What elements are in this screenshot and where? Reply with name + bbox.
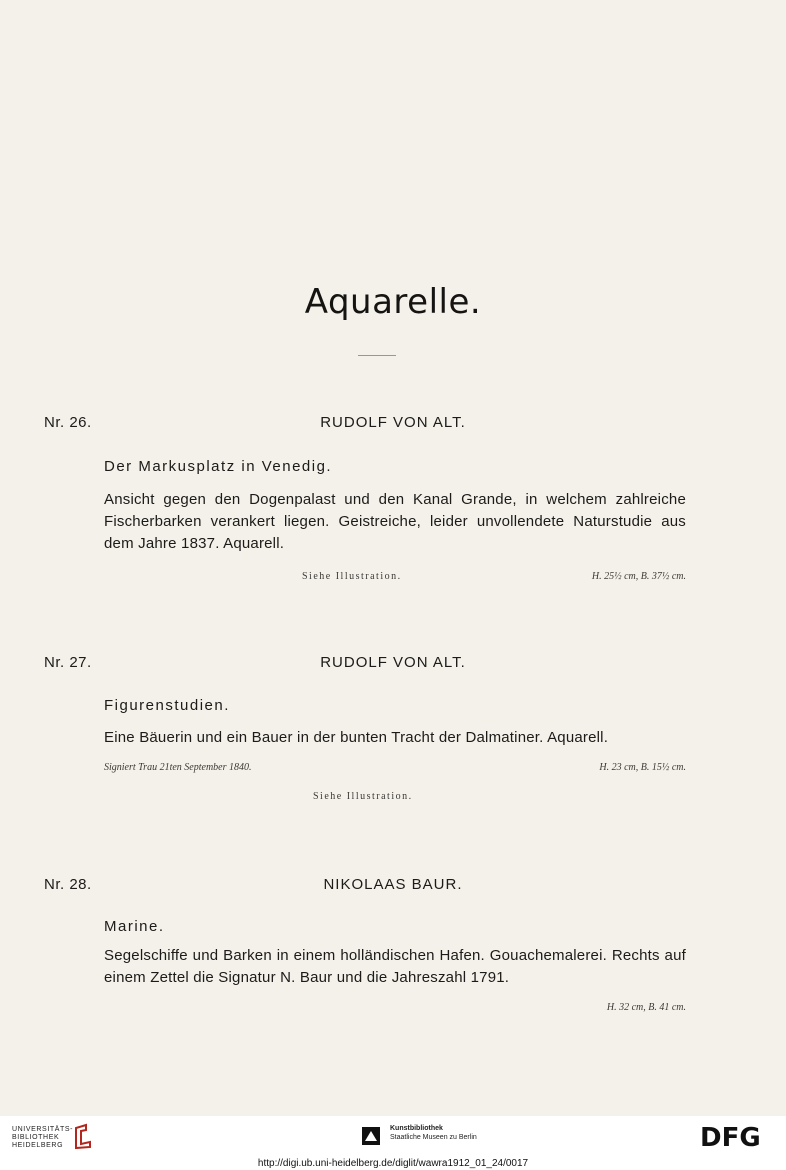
entry-description: Ansicht gegen den Dogenpalast und den Kanal Grande, in welchem zahlreiche Fischerbarken verankert liegen. Geistreiche, leider unvollendete Naturstudie aus dem Jahre 1837. Aquarell. xyxy=(104,491,686,552)
entry-measurements: H. 32 cm, B. 41 cm. xyxy=(606,1002,686,1013)
entry-subject: Figurenstudien. xyxy=(104,697,230,714)
footer-bar xyxy=(0,1116,786,1170)
entry-number: Nr. 27. xyxy=(44,654,92,671)
title-divider xyxy=(358,355,396,356)
page-title: Aquarelle. xyxy=(304,282,482,322)
kunstbibliothek-subtitle: Staatliche Museen zu Berlin xyxy=(390,1134,477,1141)
dfg-logo-icon xyxy=(700,1123,776,1149)
see-illustration-note: Siehe Illustration. xyxy=(302,571,402,582)
university-logo-icon xyxy=(72,1122,94,1152)
university-line: UNIVERSITÄTS- xyxy=(12,1126,74,1133)
entry-number: Nr. 28. xyxy=(44,876,92,893)
university-library-label xyxy=(12,1126,73,1150)
entry-signature: Signiert Trau 21ten September 1840. xyxy=(104,762,252,773)
dfg-logo-text: DFG xyxy=(700,1123,761,1149)
university-line: HEIDELBERG xyxy=(12,1142,64,1149)
entry-subject: Marine. xyxy=(104,918,165,935)
see-illustration-note: Siehe Illustration. xyxy=(313,791,413,802)
kunstbibliothek-logo-icon xyxy=(360,1125,382,1147)
university-line: BIBLIOTHEK xyxy=(12,1134,60,1141)
entry-description: Segelschiffe und Barken in einem holländischen Hafen. Gouachemalerei. Rechts auf einem Zettel die Signatur N. Baur und die Jahreszahl 1791. xyxy=(104,947,686,986)
entry-measurements: H. 25½ cm, B. 37½ cm. xyxy=(591,571,686,582)
entry-artist: RUDOLF VON ALT. xyxy=(320,414,466,431)
kunstbibliothek-name: Kunstbibliothek xyxy=(390,1125,443,1132)
entry-subject: Der Markusplatz in Venedig. xyxy=(104,458,333,475)
entry-description: Eine Bäuerin und ein Bauer in der bunten Tracht der Dalmatiner. Aquarell. xyxy=(104,729,609,746)
entry-measurements: H. 23 cm, B. 15½ cm. xyxy=(599,762,686,773)
entry-artist: RUDOLF VON ALT. xyxy=(320,654,466,671)
entry-number: Nr. 26. xyxy=(44,414,92,431)
source-url[interactable]: http://digi.ub.uni-heidelberg.de/diglit/wawra1912_01_24/0017 xyxy=(257,1158,529,1169)
entry-artist: NIKOLAAS BAUR. xyxy=(323,876,463,893)
kunstbibliothek-label xyxy=(390,1124,477,1142)
